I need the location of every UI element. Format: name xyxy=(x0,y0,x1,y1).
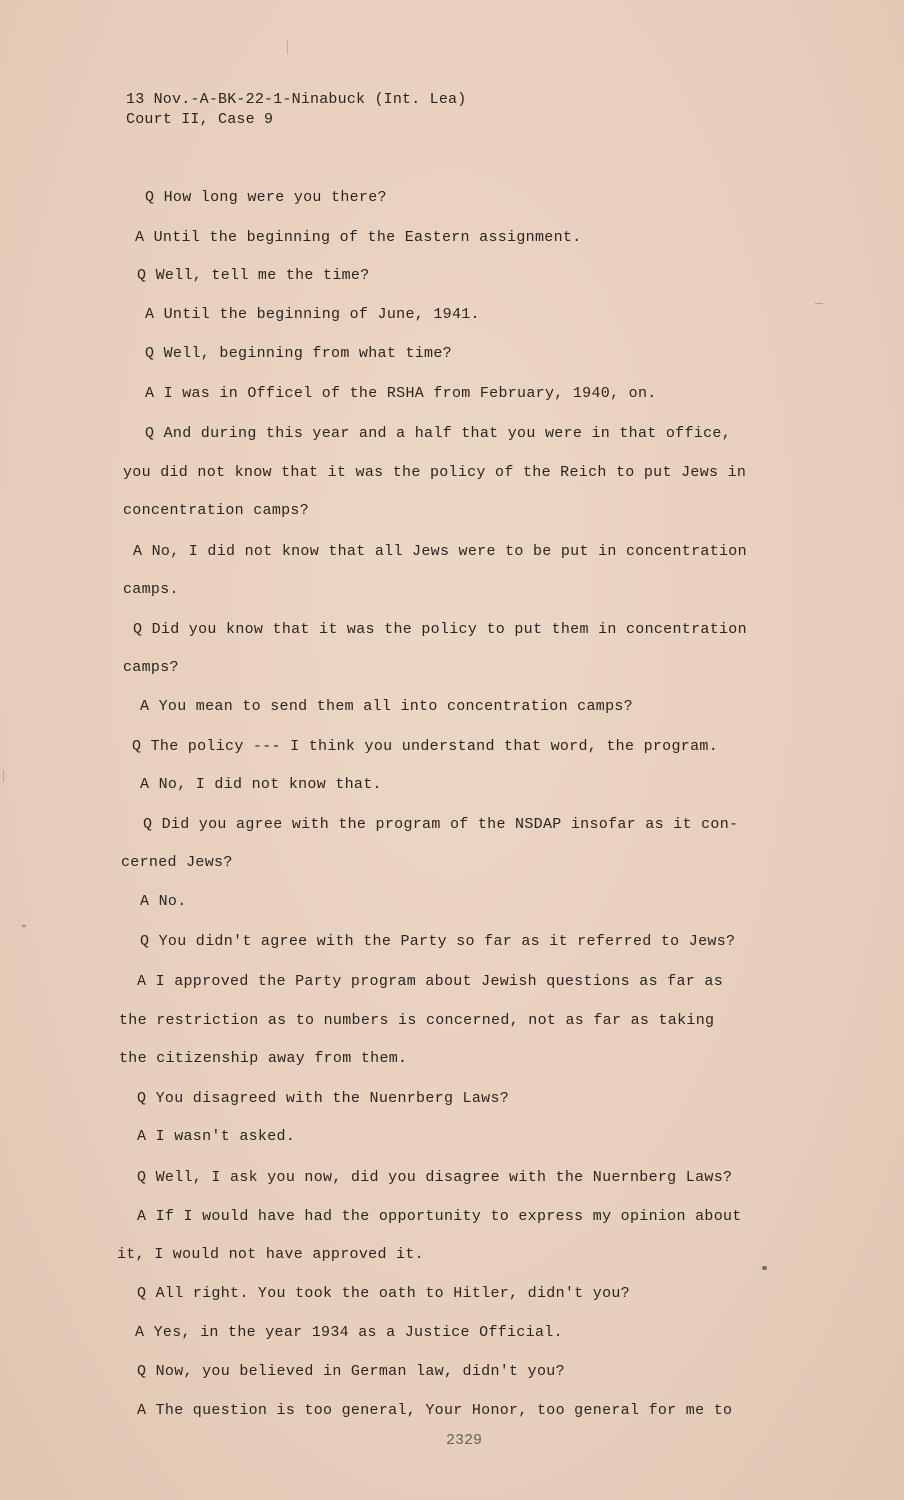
transcript-line: Q Did you agree with the program of the NSDAP insofar as it con- xyxy=(143,816,739,833)
page-number: 2329 xyxy=(446,1432,483,1449)
transcript-line: Q How long were you there? xyxy=(145,189,387,206)
ink-dot xyxy=(762,1266,767,1270)
transcript-line: A Until the beginning of June, 1941. xyxy=(145,306,480,323)
transcript-line: A If I would have had the opportunity to express my opinion about xyxy=(137,1208,742,1225)
transcript-line: Q Well, I ask you now, did you disagree with the Nuernberg Laws? xyxy=(137,1169,733,1186)
paper-mark xyxy=(22,925,26,927)
transcript-line: camps? xyxy=(123,659,179,676)
transcript-line: A The question is too general, Your Honor, too general for me to xyxy=(137,1402,733,1419)
transcript-line: Q Well, tell me the time? xyxy=(137,267,370,284)
transcript-line: Q You disagreed with the Nuenrberg Laws? xyxy=(137,1090,510,1107)
transcript-line: concentration camps? xyxy=(123,502,310,519)
transcript-line: Q All right. You took the oath to Hitler, didn't you? xyxy=(137,1285,630,1302)
paper-mark xyxy=(815,303,823,304)
transcript-line: camps. xyxy=(123,581,179,598)
header-line-2: Court II, Case 9 xyxy=(126,111,274,128)
transcript-line: A No, I did not know that. xyxy=(140,776,382,793)
document-header xyxy=(126,90,466,130)
transcript-line: A I wasn't asked. xyxy=(137,1128,296,1145)
transcript-line: A You mean to send them all into concentration camps? xyxy=(140,698,633,715)
transcript-line: you did not know that it was the policy of the Reich to put Jews in xyxy=(123,464,747,481)
transcript-line: cerned Jews? xyxy=(121,854,233,871)
transcript-line: Q And during this year and a half that you were in that office, xyxy=(145,425,731,442)
transcript-line: A No, I did not know that all Jews were to be put in concentration xyxy=(133,543,747,560)
transcript-line: A No. xyxy=(140,893,187,910)
transcript-line: Q Did you know that it was the policy to put them in concentration xyxy=(133,621,747,638)
header-line-1: 13 Nov.-A-BK-22-1-Ninabuck (Int. Lea) xyxy=(126,91,467,108)
transcript-line: Q You didn't agree with the Party so far as it referred to Jews? xyxy=(140,933,736,950)
transcript-line: the citizenship away from them. xyxy=(119,1050,408,1067)
transcript-line: A Until the beginning of the Eastern assignment. xyxy=(135,229,582,246)
transcript-line: A I approved the Party program about Jewish questions as far as xyxy=(137,973,723,990)
transcript-line: Q The policy --- I think you understand that word, the program. xyxy=(132,738,718,755)
transcript-line: it, I would not have approved it. xyxy=(117,1246,424,1263)
paper-mark xyxy=(287,40,288,54)
transcript-line: Q Now, you believed in German law, didn't you? xyxy=(137,1363,565,1380)
transcript-line: A I was in Officel of the RSHA from February, 1940, on. xyxy=(145,385,657,402)
paper-mark xyxy=(3,770,4,782)
transcript-line: A Yes, in the year 1934 as a Justice Official. xyxy=(135,1324,563,1341)
transcript-line: Q Well, beginning from what time? xyxy=(145,345,452,362)
transcript-line: the restriction as to numbers is concerned, not as far as taking xyxy=(119,1012,715,1029)
